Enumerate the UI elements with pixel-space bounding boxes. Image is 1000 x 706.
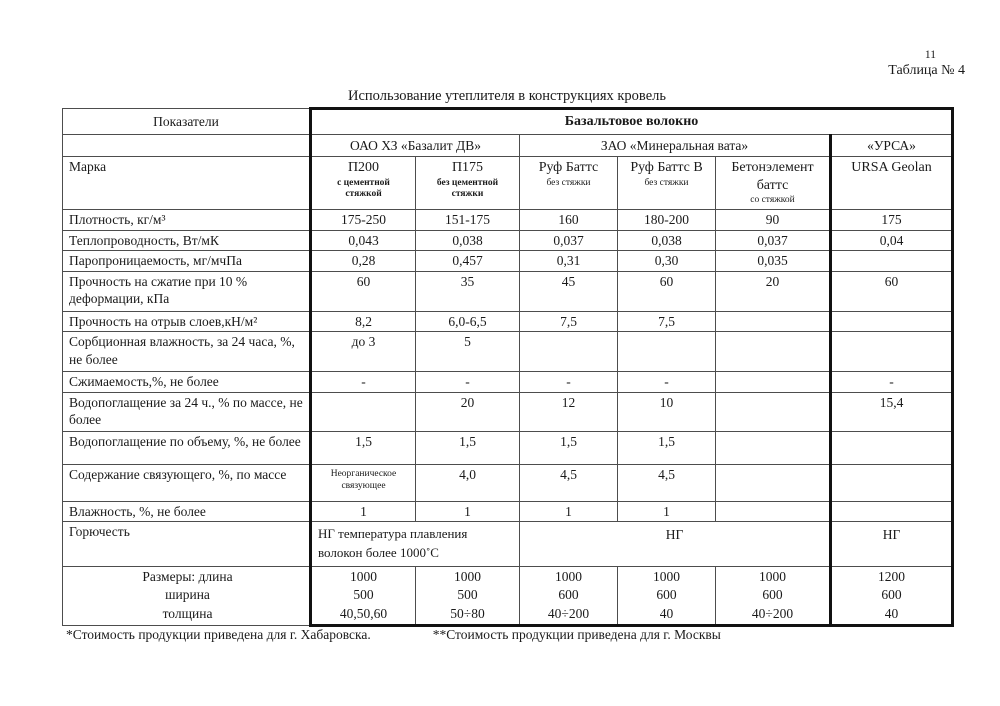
table-row bbox=[63, 332, 953, 372]
cell: - bbox=[618, 372, 716, 393]
cell: 1 bbox=[311, 501, 416, 522]
row-label: Сжимаемость,%, не более bbox=[63, 372, 311, 393]
size-value: 1000 bbox=[350, 568, 377, 584]
size-value: 40÷200 bbox=[547, 605, 590, 621]
cell: 1 bbox=[416, 501, 520, 522]
cell-flammability-basalit: НГ температура плавления волокон более 1000˚С bbox=[311, 522, 520, 567]
table-row bbox=[63, 271, 953, 311]
cell: 175 bbox=[831, 210, 953, 231]
cell bbox=[716, 372, 831, 393]
cell: 0,037 bbox=[716, 230, 831, 251]
cell: 8,2 bbox=[311, 311, 416, 332]
table-row-flammability bbox=[63, 522, 953, 567]
brand-subnote: без стяжки bbox=[546, 177, 591, 188]
cell: 15,4 bbox=[831, 392, 953, 431]
row-label: Водопоглащение по объему, %, не более bbox=[63, 431, 311, 464]
brand-p175 bbox=[416, 157, 520, 210]
size-value: 500 bbox=[457, 587, 478, 603]
cell: 4,5 bbox=[520, 464, 618, 501]
brand-name: П200 bbox=[347, 160, 380, 175]
cell: 0,28 bbox=[311, 251, 416, 272]
cell: 0,31 bbox=[520, 251, 618, 272]
brand-betonelement-batts bbox=[716, 157, 831, 210]
cell: 60 bbox=[311, 271, 416, 311]
cell bbox=[716, 332, 831, 372]
cell: 0,04 bbox=[831, 230, 953, 251]
cell bbox=[831, 251, 953, 272]
table-caption: Таблица № 4 bbox=[888, 63, 965, 78]
cell: 0,043 bbox=[311, 230, 416, 251]
brand-p200 bbox=[311, 157, 416, 210]
brand-name: Бетонэлемент баттс bbox=[731, 160, 814, 193]
table-row-sizes bbox=[63, 566, 953, 626]
cell: 1 bbox=[618, 501, 716, 522]
size-value: 40÷200 bbox=[751, 605, 794, 621]
cell: 60 bbox=[618, 271, 716, 311]
cell: 1,5 bbox=[520, 431, 618, 464]
cell: 1,5 bbox=[311, 431, 416, 464]
row-label: Сорбционная влажность, за 24 часа, %, не более bbox=[63, 332, 311, 372]
group-header-basalt-fiber: Базальтовое волокно bbox=[311, 109, 953, 135]
table-row bbox=[63, 392, 953, 431]
cell bbox=[831, 464, 953, 501]
size-value: 1000 bbox=[555, 568, 582, 584]
cell-sizes bbox=[618, 566, 716, 626]
brand-ruf-batts bbox=[520, 157, 618, 210]
cell-binder-note: Неорганическое связующее bbox=[311, 464, 416, 501]
cell: - bbox=[311, 372, 416, 393]
cell: 175-250 bbox=[311, 210, 416, 231]
row-label: Плотность, кг/м³ bbox=[63, 210, 311, 231]
cell: 7,5 bbox=[520, 311, 618, 332]
cell bbox=[311, 392, 416, 431]
cell-flammability-mineral: НГ bbox=[520, 522, 831, 567]
brand-name: URSA Geolan bbox=[851, 160, 932, 175]
cell bbox=[716, 431, 831, 464]
size-value: 500 bbox=[353, 587, 374, 603]
brand-name: Руф Баттс В bbox=[630, 160, 703, 175]
table-row bbox=[63, 431, 953, 464]
marka-label: Марка bbox=[63, 157, 311, 210]
cell bbox=[716, 392, 831, 431]
cell: 20 bbox=[716, 271, 831, 311]
cell: 1,5 bbox=[618, 431, 716, 464]
cell: 6,0-6,5 bbox=[416, 311, 520, 332]
insulation-table bbox=[62, 107, 954, 627]
cell: до 3 bbox=[311, 332, 416, 372]
cell: 180-200 bbox=[618, 210, 716, 231]
cell: 0,037 bbox=[520, 230, 618, 251]
cell: 20 bbox=[416, 392, 520, 431]
row-label: Паропроницаемость, мг/мчПа bbox=[63, 251, 311, 272]
cell: - bbox=[831, 372, 953, 393]
size-value: 50÷80 bbox=[450, 605, 485, 621]
size-value: 600 bbox=[881, 587, 902, 603]
document-title: Использование утеплителя в конструкциях кровель bbox=[348, 88, 666, 104]
brand-name: П175 bbox=[451, 160, 484, 175]
table-row bbox=[63, 372, 953, 393]
brand-subnote: без цементной стяжки bbox=[436, 177, 499, 199]
cell: 160 bbox=[520, 210, 618, 231]
cell-sizes bbox=[311, 566, 416, 626]
cell: 35 bbox=[416, 271, 520, 311]
size-value: 600 bbox=[762, 587, 783, 603]
table-row bbox=[63, 501, 953, 522]
size-value: 40 bbox=[659, 605, 674, 621]
cell: 4,0 bbox=[416, 464, 520, 501]
cell-sizes bbox=[416, 566, 520, 626]
header-row-manufacturers bbox=[63, 135, 953, 157]
brand-name: Руф Баттс bbox=[538, 160, 599, 175]
brand-ursa-geolan bbox=[831, 157, 953, 210]
size-value: 1000 bbox=[653, 568, 680, 584]
cell: 1,5 bbox=[416, 431, 520, 464]
cell: 1 bbox=[520, 501, 618, 522]
cell: 0,038 bbox=[416, 230, 520, 251]
cell: 151-175 bbox=[416, 210, 520, 231]
cell: 0,30 bbox=[618, 251, 716, 272]
table-row bbox=[63, 210, 953, 231]
brand-ruf-batts-v bbox=[618, 157, 716, 210]
manufacturer-ursa: «УРСА» bbox=[831, 135, 953, 157]
cell: 45 bbox=[520, 271, 618, 311]
row-label: Горючесть bbox=[63, 522, 311, 567]
corner-header: Показатели bbox=[63, 109, 311, 135]
row-label-sizes bbox=[63, 566, 311, 626]
size-value: 600 bbox=[558, 587, 579, 603]
cell: 10 bbox=[618, 392, 716, 431]
footnotes bbox=[66, 627, 721, 643]
size-value: 40 bbox=[884, 605, 899, 621]
cell: 0,038 bbox=[618, 230, 716, 251]
cell bbox=[618, 332, 716, 372]
cell: 60 bbox=[831, 271, 953, 311]
header-row-group bbox=[63, 109, 953, 135]
brand-subnote: со стяжкой bbox=[750, 195, 795, 205]
size-value: 600 bbox=[656, 587, 677, 603]
cell bbox=[831, 501, 953, 522]
footnote-khabarovsk: *Стоимость продукции приведена для г. Хабаровска. bbox=[66, 627, 371, 642]
size-value: 1200 bbox=[878, 568, 906, 584]
cell bbox=[831, 332, 953, 372]
cell bbox=[716, 501, 831, 522]
cell: - bbox=[520, 372, 618, 393]
cell: 7,5 bbox=[618, 311, 716, 332]
cell: 12 bbox=[520, 392, 618, 431]
cell: 90 bbox=[716, 210, 831, 231]
cell: - bbox=[416, 372, 520, 393]
cell bbox=[716, 311, 831, 332]
brand-subnote: с цементной стяжкой bbox=[337, 177, 390, 199]
cell bbox=[831, 311, 953, 332]
row-label: Влажность, %, не более bbox=[63, 501, 311, 522]
row-label: Содержание связующего, %, по массе bbox=[63, 464, 311, 501]
table-row bbox=[63, 464, 953, 501]
table-row bbox=[63, 251, 953, 272]
size-dim-label: Размеры: длина bbox=[142, 568, 233, 584]
cell-sizes bbox=[831, 566, 953, 626]
cell-flammability-ursa: НГ bbox=[831, 522, 953, 567]
row-label: Теплопроводность, Вт/мК bbox=[63, 230, 311, 251]
cell bbox=[520, 332, 618, 372]
cell: 0,457 bbox=[416, 251, 520, 272]
row-label: Водопоглащение за 24 ч., % по массе, не более bbox=[63, 392, 311, 431]
cell bbox=[716, 464, 831, 501]
cell: 5 bbox=[416, 332, 520, 372]
header-row-brands bbox=[63, 157, 953, 210]
manufacturer-basalit: ОАО ХЗ «Базалит ДВ» bbox=[311, 135, 520, 157]
cell: 4,5 bbox=[618, 464, 716, 501]
size-dim-label: толщина bbox=[162, 605, 213, 621]
brand-subnote: без стяжки bbox=[644, 177, 689, 188]
size-dim-label: ширина bbox=[165, 587, 210, 603]
footnote-moscow: **Стоимость продукции приведена для г. Москвы bbox=[432, 627, 721, 642]
empty-cell bbox=[63, 135, 311, 157]
row-label: Прочность на отрыв слоев,кН/м² bbox=[63, 311, 311, 332]
size-value: 1000 bbox=[759, 568, 786, 584]
page-number: 11 bbox=[924, 49, 936, 61]
manufacturer-mineral-vata: ЗАО «Минеральная вата» bbox=[520, 135, 831, 157]
size-value: 1000 bbox=[454, 568, 481, 584]
size-value: 40,50,60 bbox=[339, 605, 388, 621]
cell: 0,035 bbox=[716, 251, 831, 272]
table-row bbox=[63, 311, 953, 332]
table-row bbox=[63, 230, 953, 251]
row-label: Прочность на сжатие при 10 % деформации, кПа bbox=[63, 271, 311, 311]
cell bbox=[831, 431, 953, 464]
cell-sizes bbox=[716, 566, 831, 626]
cell-sizes bbox=[520, 566, 618, 626]
